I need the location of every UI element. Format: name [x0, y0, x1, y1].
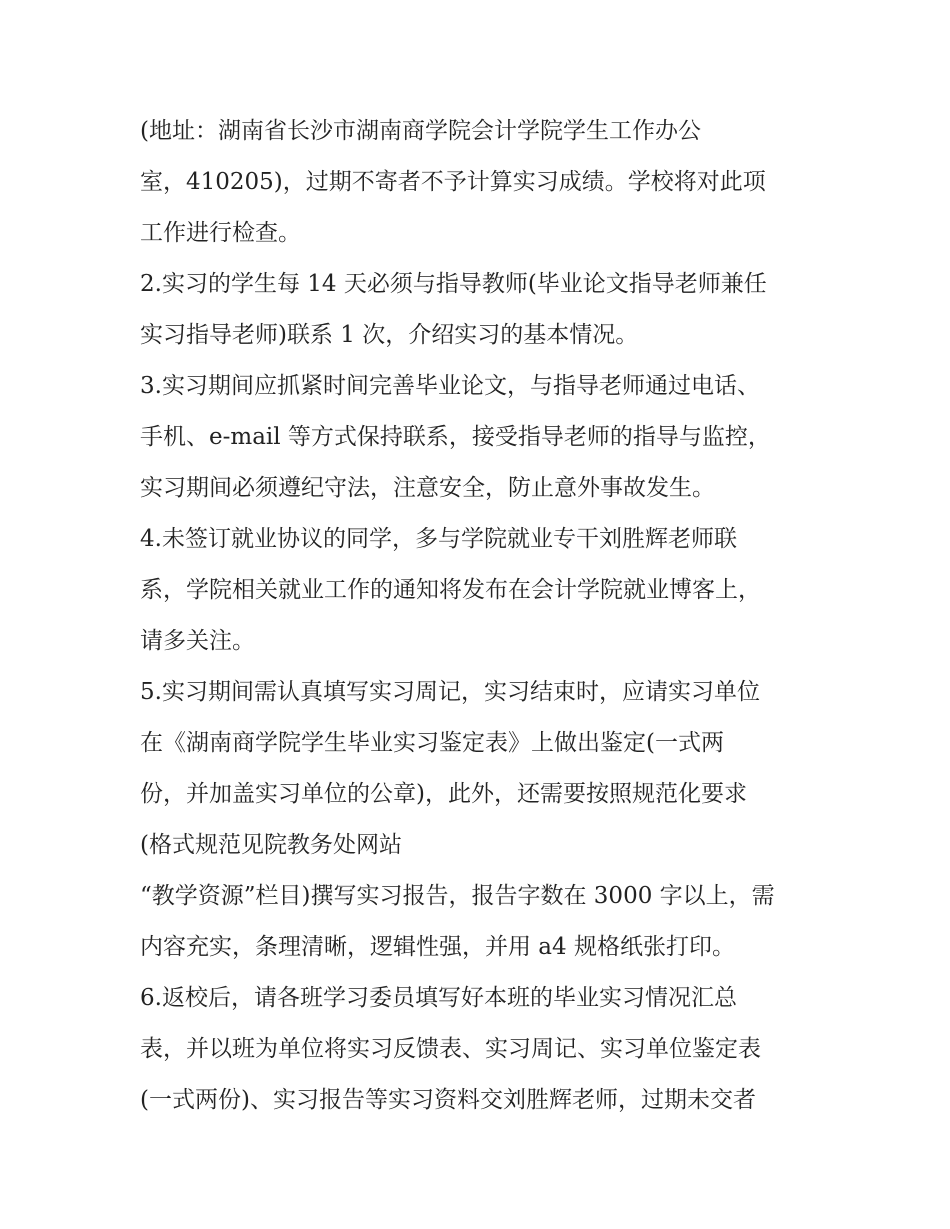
- text-line-4: 2.实习的学生每 14 天必须与指导教师(毕业论文指导老师兼任: [140, 271, 767, 297]
- text-line-17: 内容充实，条理清晰，逻辑性强，并用 a4 规格纸张打印。: [140, 934, 735, 960]
- text-line-20: (一式两份)、实习报告等实习资料交刘胜辉老师，过期未交者: [140, 1087, 756, 1113]
- document-body: [140, 112, 830, 1132]
- text-line-9: 4.未签订就业协议的同学，多与学院就业专干刘胜辉老师联: [140, 526, 737, 552]
- text-line-11: 请多关注。: [140, 628, 255, 654]
- text-line-5: 实习指导老师)联系 1 次，介绍实习的基本情况。: [140, 322, 639, 348]
- text-line-19: 表，并以班为单位将实习反馈表、实习周记、实习单位鉴定表: [140, 1036, 761, 1062]
- text-line-10: 系，学院相关就业工作的通知将发布在会计学院就业博客上，: [140, 577, 761, 603]
- text-line-7: 手机、e-mail 等方式保持联系，接受指导老师的指导与监控，: [140, 424, 771, 450]
- text-line-2: 室，410205)，过期不寄者不予计算实习成绩。学校将对此项: [140, 169, 766, 195]
- text-line-6: 3.实习期间应抓紧时间完善毕业论文，与指导老师通过电话、: [140, 373, 760, 399]
- text-line-3: 工作进行检查。: [140, 220, 301, 246]
- text-line-14: 份，并加盖实习单位的公章)，此外，还需要按照规范化要求: [140, 781, 747, 807]
- text-line-8: 实习期间必须遵纪守法，注意安全，防止意外事故发生。: [140, 475, 715, 501]
- text-line-16: “教学资源”栏目)撰写实习报告，报告字数在 3000 字以上，需: [140, 883, 775, 909]
- text-line-1: (地址：湖南省长沙市湖南商学院会计学院学生工作办公: [140, 118, 701, 144]
- text-line-15: (格式规范见院教务处网站: [140, 832, 402, 858]
- text-line-18: 6.返校后，请各班学习委员填写好本班的毕业实习情况汇总: [140, 985, 737, 1011]
- text-line-13: 在《湖南商学院学生毕业实习鉴定表》上做出鉴定(一式两: [140, 730, 724, 756]
- text-line-12: 5.实习期间需认真填写实习周记，实习结束时，应请实习单位: [140, 679, 760, 705]
